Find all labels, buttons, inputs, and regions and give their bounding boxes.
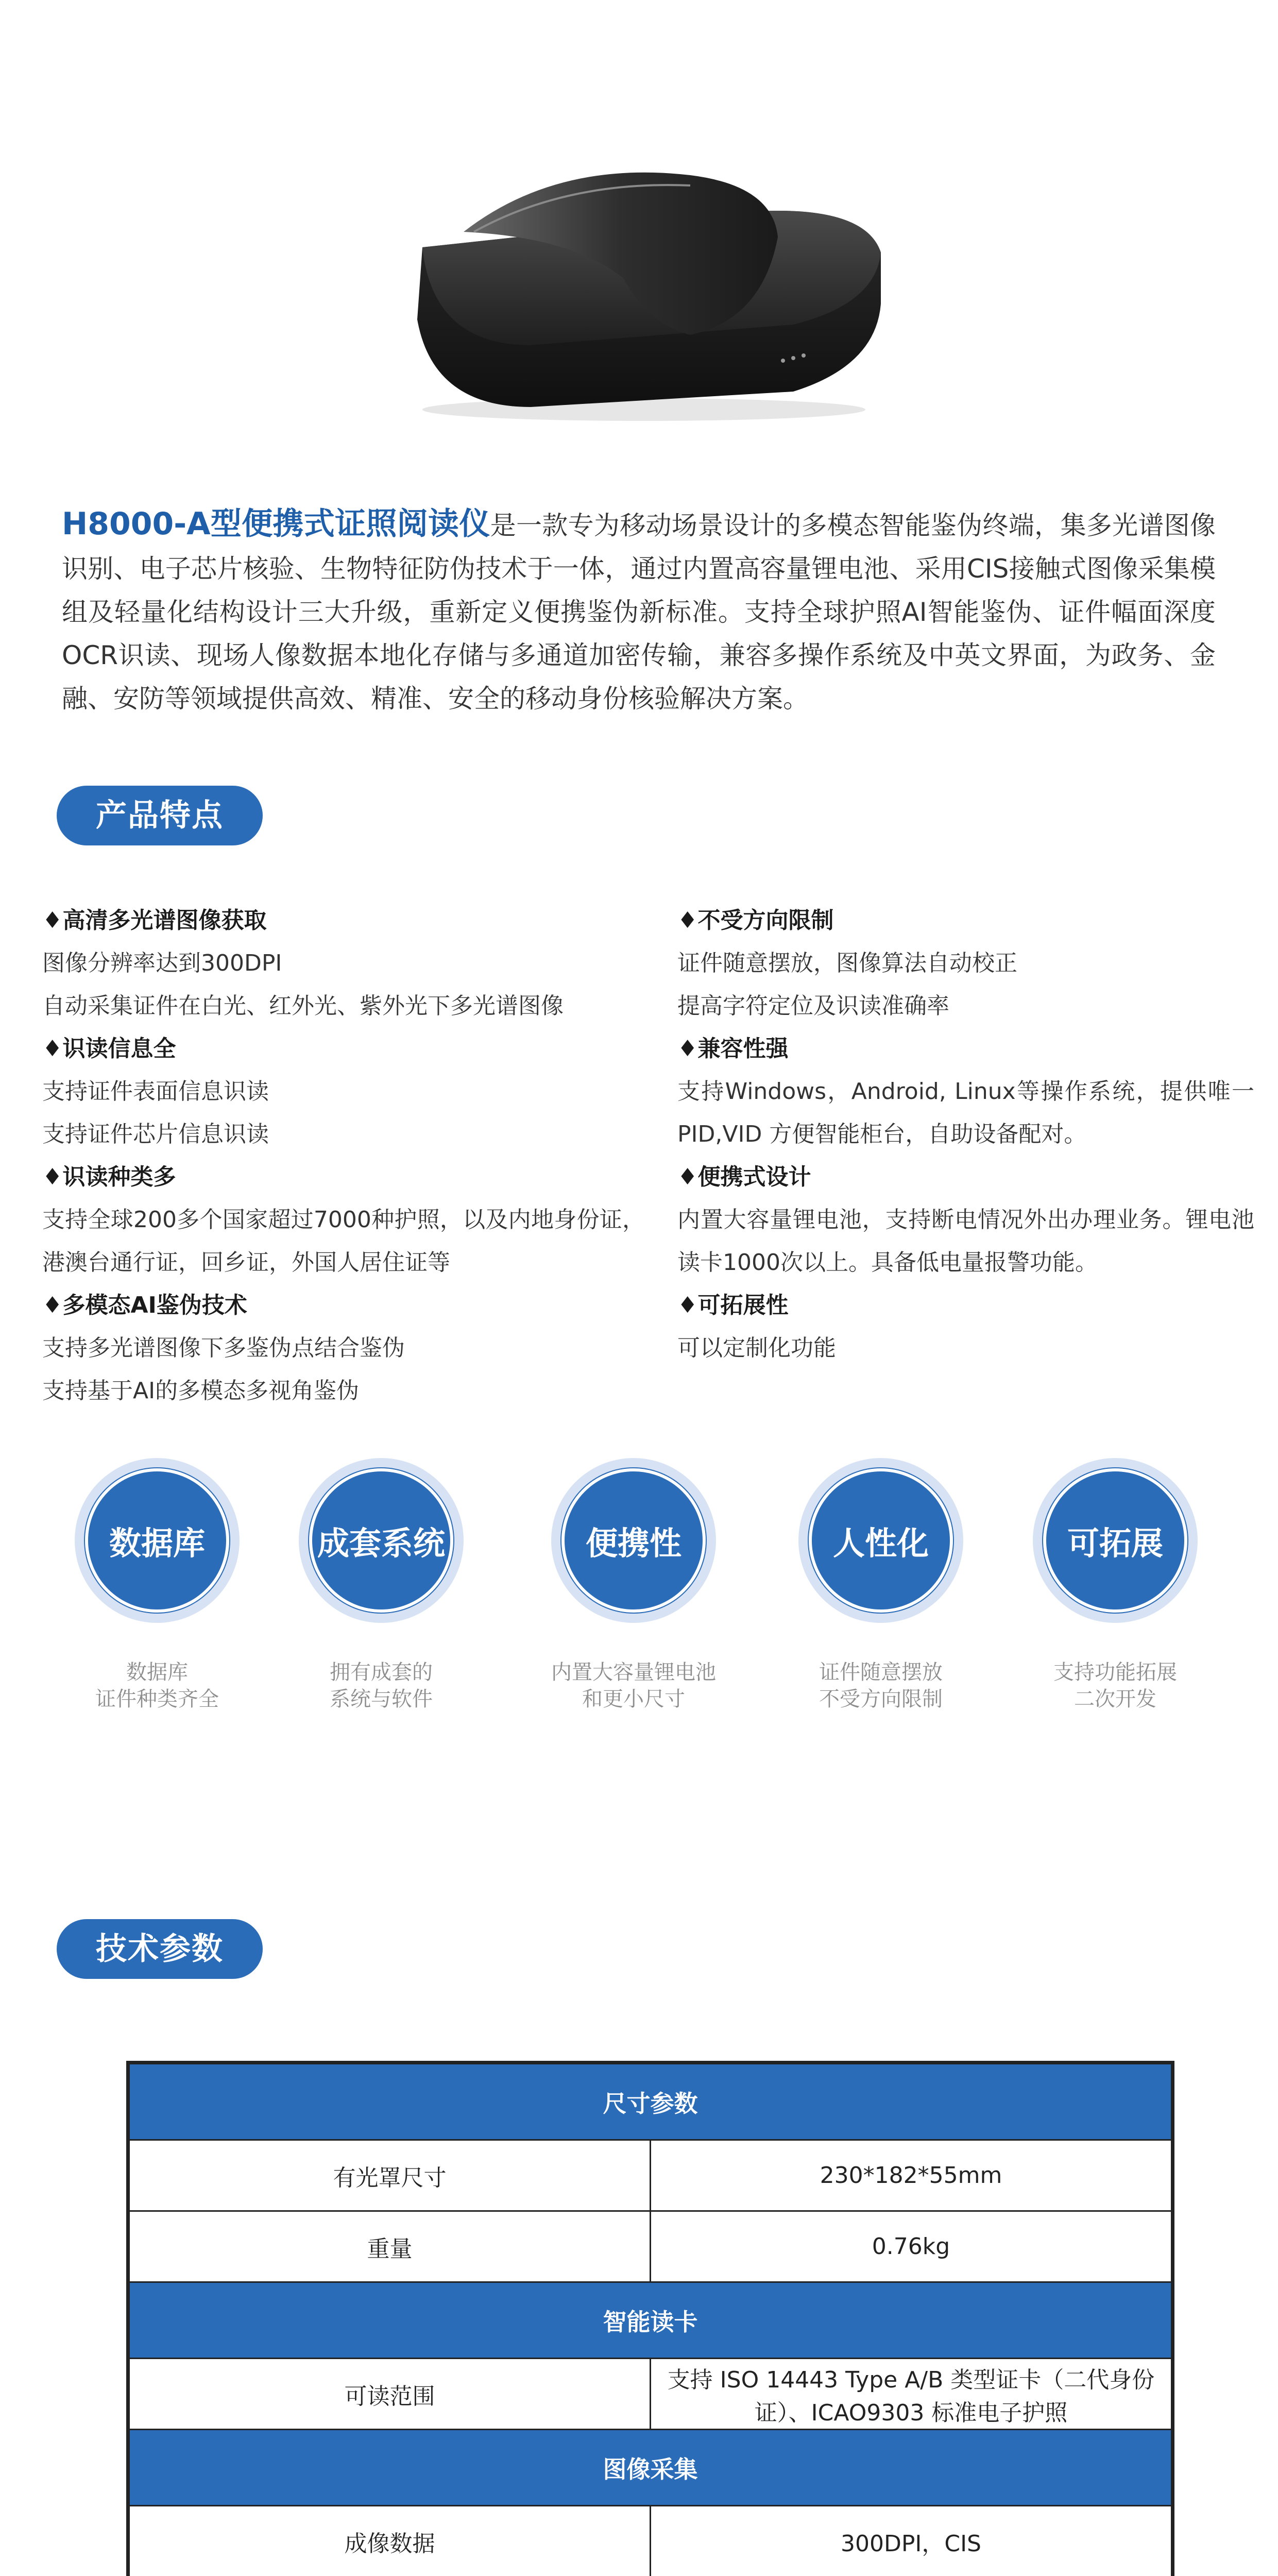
- feature-block: [677, 899, 1254, 1027]
- badge-system: [283, 1458, 479, 1713]
- badge-label: 数据库: [85, 1468, 229, 1613]
- feature-block: [42, 899, 645, 1027]
- badge-caption-line: 支持功能拓展: [1053, 1660, 1177, 1684]
- feature-line: 支持证件表面信息识读: [42, 1078, 269, 1105]
- badge-circle: [551, 1458, 716, 1623]
- spec-table: [126, 2061, 1174, 2576]
- spec-label: 可读范围: [129, 2359, 651, 2430]
- badge-circle: [1033, 1458, 1198, 1623]
- badge-caption-line: 和更小尺寸: [582, 1687, 685, 1711]
- feature-line: 支持Windows，Android, Linux等操作系统，提供唯一PID,VID 方便智能柜台，自助设备配对。: [677, 1078, 1254, 1147]
- badge-circle: [299, 1458, 464, 1623]
- badge-database: [59, 1458, 255, 1713]
- feature-line: 提高字符定位及识读准确率: [677, 993, 949, 1019]
- badge-portability: [536, 1458, 731, 1713]
- spec-value: 230*182*55mm: [651, 2140, 1172, 2211]
- spec-header: 图像采集: [129, 2430, 1172, 2506]
- badge-circle: [798, 1458, 963, 1623]
- feature-line: 证件随意摆放，图像算法自动校正: [677, 950, 1017, 976]
- spec-label: 重量: [129, 2211, 651, 2282]
- badge-circle: [75, 1458, 240, 1623]
- feature-block: [677, 1027, 1254, 1156]
- feature-title: ♦兼容性强: [677, 1036, 789, 1062]
- badge-caption: [283, 1659, 479, 1713]
- spec-value: 300DPI，CIS: [651, 2506, 1172, 2576]
- spec-label: 有光罩尺寸: [129, 2140, 651, 2211]
- spec-value: 支持 ISO 14443 Type A/B 类型证卡（二代身份证）、ICAO9303 标准电子护照: [651, 2359, 1172, 2430]
- badge-label: 便携性: [561, 1468, 706, 1613]
- badge-caption: [1017, 1659, 1213, 1713]
- spec-header: 智能读卡: [129, 2282, 1172, 2359]
- badge-caption-line: 数据库: [126, 1660, 188, 1684]
- spec-value: 0.76kg: [651, 2211, 1172, 2282]
- product-image: [402, 149, 891, 428]
- feature-line: 内置大容量锂电池，支持断电情况外出办理业务。锂电池读卡1000次以上。具备低电量报警功能。: [677, 1207, 1254, 1276]
- feature-title: ♦便携式设计: [677, 1164, 811, 1190]
- badge-caption-line: 拥有成套的: [330, 1660, 433, 1684]
- spec-section-title: 技术参数: [57, 1919, 263, 1979]
- feature-line: 支持全球200多个国家超过7000种护照，以及内地身份证，港澳台通行证，回乡证，外国人居住证等: [42, 1207, 645, 1276]
- badge-caption-line: 系统与软件: [330, 1687, 433, 1711]
- badge-caption-line: 证件种类齐全: [95, 1687, 219, 1711]
- feature-line: 图像分辨率达到300DPI: [42, 950, 282, 976]
- feature-title: ♦多模态AI鉴伪技术: [42, 1292, 247, 1318]
- feature-line: 自动采集证件在白光、红外光、紫外光下多光谱图像: [42, 993, 564, 1019]
- badge-caption-line: 内置大容量锂电池: [551, 1660, 716, 1684]
- feature-line: 可以定制化功能: [677, 1335, 836, 1361]
- spec-header: 尺寸参数: [129, 2064, 1172, 2140]
- spec-label: 成像数据: [129, 2506, 651, 2576]
- badge-label: 可拓展: [1043, 1468, 1187, 1613]
- badge-caption-line: 证件随意摆放: [819, 1660, 943, 1684]
- table-row: [129, 2506, 1172, 2576]
- product-name: H8000-A型便携式证照阅读仪: [62, 506, 490, 542]
- badge-caption: [536, 1659, 731, 1713]
- badge-extensible: [1017, 1458, 1213, 1713]
- feature-block: [42, 1027, 645, 1156]
- spec-header-row: [129, 2282, 1172, 2359]
- spec-header-row: [129, 2064, 1172, 2140]
- feature-title: ♦识读信息全: [42, 1036, 176, 1062]
- features-left-column: [42, 899, 645, 1412]
- intro-paragraph: [62, 502, 1216, 720]
- feature-title: ♦可拓展性: [677, 1292, 789, 1318]
- table-row: [129, 2359, 1172, 2430]
- feature-block: [42, 1156, 645, 1284]
- badge-humanized: [783, 1458, 979, 1713]
- badge-label: 成套系统: [309, 1468, 453, 1613]
- badge-caption: [59, 1659, 255, 1713]
- spec-header-row: [129, 2430, 1172, 2506]
- feature-line: 支持证件芯片信息识读: [42, 1121, 269, 1147]
- badge-caption-line: 二次开发: [1074, 1687, 1156, 1711]
- feature-title: ♦不受方向限制: [677, 907, 834, 934]
- feature-line: 支持多光谱图像下多鉴伪点结合鉴伪: [42, 1335, 405, 1361]
- feature-block: [677, 1284, 1254, 1369]
- badge-caption: [783, 1659, 979, 1713]
- feature-block: [42, 1284, 645, 1412]
- badge-caption-line: 不受方向限制: [819, 1687, 943, 1711]
- features-section-title: 产品特点: [57, 786, 263, 845]
- badge-label: 人性化: [809, 1468, 953, 1613]
- table-row: [129, 2140, 1172, 2211]
- feature-title: ♦高清多光谱图像获取: [42, 907, 267, 934]
- table-row: [129, 2211, 1172, 2282]
- feature-block: [677, 1156, 1254, 1284]
- features-right-column: [677, 899, 1254, 1369]
- feature-title: ♦识读种类多: [42, 1164, 176, 1190]
- intro-text: 是一款专为移动场景设计的多模态智能鉴伪终端，集多光谱图像识别、电子芯片核验、生物特征防伪技术于一体，通过内置高容量锂电池、采用CIS接触式图像采集模组及轻量化结构设计三大升级，重新定义便携鉴伪新标准。支持全球护照AI智能鉴伪、证件幅面深度OCR识读、现场人像数据本地化存储与多通道加密传输，兼容多操作系统及中英文界面，为政务、金融、安防等领域提供高效、精准、安全的移动身份核验解决方案。: [62, 511, 1216, 714]
- feature-line: 支持基于AI的多模态多视角鉴伪: [42, 1378, 360, 1404]
